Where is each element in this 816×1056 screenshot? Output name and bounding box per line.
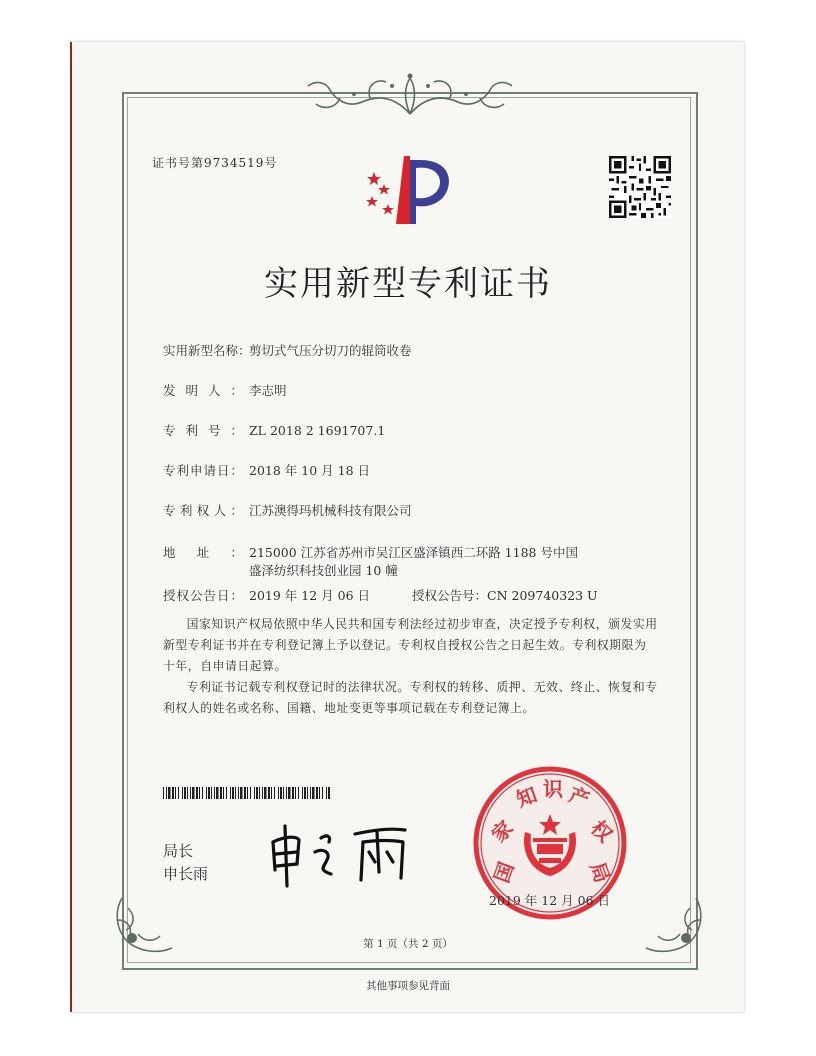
field-grant-number bbox=[412, 586, 598, 604]
svg-text:权: 权 bbox=[586, 815, 618, 847]
field-apply-date-value: 2018 年 10 月 18 日 bbox=[249, 463, 370, 478]
barcode-icon bbox=[163, 787, 330, 799]
field-inventor bbox=[163, 381, 287, 399]
legal-status-paragraph: 专利证书记载专利权登记时的法律状况。专利权的转移、质押、无效、终止、恢复和专利权人的姓名或名称、国籍、地址变更等事项记载在专利登记簿上。 bbox=[163, 680, 658, 715]
page-background bbox=[0, 0, 816, 42]
cnipa-logo-icon bbox=[360, 152, 460, 228]
field-inventor-value: 李志明 bbox=[249, 383, 287, 398]
field-holder-label: 专利权人： bbox=[163, 503, 243, 518]
seal-date: 2019 年 12 月 06 日 bbox=[489, 893, 610, 908]
grant-paragraph: 国家知识产权局依照中华人民共和国专利法经过初步审查，决定授予专利权，颁发实用新型专利证书并在专利登记簿上予以登记。专利权自授权公告之日起生效。专利权期限为十年，自申请日起算。 bbox=[163, 617, 658, 673]
field-apply-date bbox=[163, 461, 370, 479]
field-grant-date bbox=[163, 586, 370, 604]
certificate-number: 证书号第9734519号 bbox=[152, 156, 278, 170]
top-ornament-icon bbox=[300, 68, 520, 122]
field-address-line1: 215000 江苏省苏州市吴江区盛泽镇西二环路 1188 号中国 bbox=[249, 545, 578, 560]
field-name-value: 剪切式气压分切刀的辊筒收卷 bbox=[249, 343, 412, 358]
director-name: 申长雨 bbox=[163, 865, 209, 883]
field-name bbox=[163, 341, 412, 359]
field-name-label: 实用新型名称： bbox=[163, 343, 251, 358]
field-inventor-label: 发明人： bbox=[163, 383, 243, 398]
field-grant-date-value: 2019 年 12 月 06 日 bbox=[249, 588, 370, 603]
field-grant-date-label: 授权公告日： bbox=[163, 588, 243, 603]
svg-text:产: 产 bbox=[565, 782, 593, 812]
field-holder bbox=[163, 501, 412, 519]
svg-text:国: 国 bbox=[489, 858, 519, 886]
qr-code-icon bbox=[609, 156, 671, 218]
field-patent-number-value: ZL 2018 2 1691707.1 bbox=[249, 423, 386, 438]
field-grant-number-value: CN 209740323 U bbox=[487, 588, 598, 603]
bottom-note: 其他事项参见背面 bbox=[366, 980, 450, 992]
field-address-line2: 盛泽纺织科技创业园 10 幢 bbox=[249, 563, 398, 578]
director-title: 局长 bbox=[163, 842, 194, 860]
svg-text:知: 知 bbox=[513, 782, 541, 812]
certificate-title: 实用新型专利证书 bbox=[264, 264, 552, 304]
field-patent-number-label: 专利号： bbox=[163, 423, 243, 438]
field-patent-number bbox=[163, 421, 385, 439]
field-address-label: 地址： bbox=[163, 545, 243, 560]
field-apply-date-label: 专利申请日： bbox=[163, 463, 243, 478]
field-holder-value: 江苏澳得玛机械科技有限公司 bbox=[249, 503, 412, 518]
page-number: 第 1 页（共 2 页） bbox=[363, 938, 453, 950]
svg-text:局: 局 bbox=[585, 858, 615, 886]
director-signature bbox=[265, 812, 425, 892]
svg-text:识: 识 bbox=[543, 777, 563, 801]
svg-text:家: 家 bbox=[486, 815, 518, 847]
field-address bbox=[163, 543, 578, 561]
field-grant-number-label: 授权公告号： bbox=[412, 588, 488, 603]
